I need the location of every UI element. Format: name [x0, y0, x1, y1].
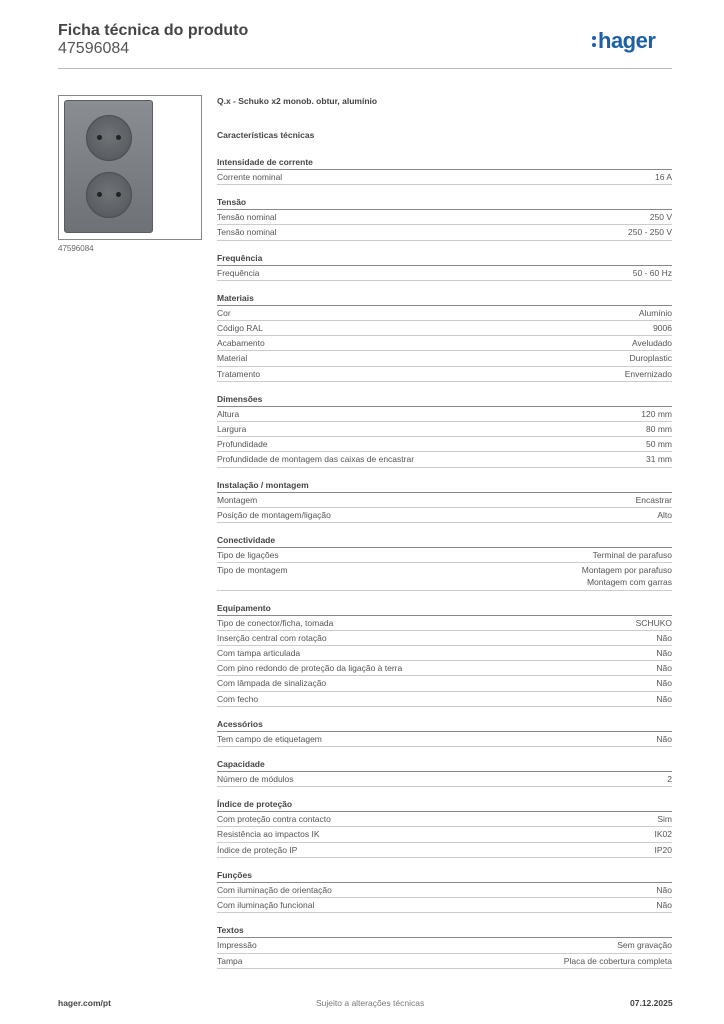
spec-row	[217, 170, 672, 185]
socket-upper	[86, 115, 132, 161]
spec-value-line: IK02	[654, 829, 672, 840]
spec-label: Número de módulos	[217, 774, 294, 785]
spec-row	[217, 437, 672, 452]
spec-value-line: Sem gravação	[617, 940, 672, 951]
spec-value-line: 120 mm	[641, 408, 672, 419]
spec-value-line: 2	[667, 774, 672, 785]
spec-label: Impressão	[217, 940, 257, 951]
spec-value	[655, 828, 673, 840]
section-title: Acessórios	[217, 717, 672, 732]
spec-value	[582, 564, 672, 588]
spec-value-line: Não	[656, 884, 672, 895]
section-title: Equipamento	[217, 601, 672, 616]
section-title: Dimensões	[217, 392, 672, 407]
section-title: Capacidade	[217, 757, 672, 772]
spec-row	[217, 631, 672, 646]
spec-value	[656, 662, 672, 674]
spec-section	[217, 478, 672, 523]
pin-icon	[97, 192, 102, 197]
logo-dots-icon	[592, 35, 597, 48]
spec-row	[217, 827, 672, 842]
spec-value-line: 9006	[653, 323, 672, 334]
spec-value-line: Não	[656, 632, 672, 643]
spec-row	[217, 692, 672, 707]
section-title: Frequência	[217, 251, 672, 266]
spec-value	[656, 677, 672, 689]
spec-value-line: Encastrar	[635, 494, 672, 505]
spec-label: Com iluminação funcional	[217, 900, 315, 911]
spec-label: Com fecho	[217, 693, 259, 704]
spec-row	[217, 883, 672, 898]
pin-icon	[97, 135, 102, 140]
spec-value-line: Não	[656, 648, 672, 659]
spec-section	[217, 923, 672, 968]
spec-label: Com tampa articulada	[217, 648, 301, 659]
spec-row	[217, 225, 672, 240]
product-image	[58, 95, 202, 240]
image-caption: 47596084	[58, 244, 94, 253]
spec-label: Cor	[217, 307, 231, 318]
spec-value	[628, 226, 672, 238]
spec-label: Tem campo de etiquetagem	[217, 733, 322, 744]
spec-section	[217, 251, 672, 281]
spec-label: Profundidade	[217, 439, 268, 450]
spec-label: Tampa	[217, 955, 243, 966]
spec-row	[217, 954, 672, 969]
spec-value-line: 250 V	[649, 212, 672, 223]
section-title: Índice de proteção	[217, 797, 672, 812]
section-title: Textos	[217, 923, 672, 938]
spec-value	[633, 267, 672, 279]
spec-value	[636, 494, 672, 506]
document-code: 47596084	[58, 40, 130, 57]
spec-value	[593, 549, 672, 561]
socket-lower	[86, 172, 132, 218]
spec-value	[656, 693, 672, 705]
spec-row	[217, 548, 672, 563]
spec-value-line: IP20	[654, 844, 672, 855]
spec-value-line: Não	[656, 693, 672, 704]
product-name: Q.x - Schuko x2 monob. obtur, alumínio	[217, 96, 378, 106]
spec-value-line: 16 A	[654, 172, 672, 182]
spec-value	[641, 408, 672, 420]
spec-value	[655, 844, 673, 856]
spec-label: Índice de proteção IP	[217, 844, 298, 855]
header-divider	[58, 68, 672, 69]
spec-value	[646, 453, 672, 465]
spec-row	[217, 938, 672, 953]
spec-label: Com proteção contra contacto	[217, 814, 331, 825]
spec-row	[217, 266, 672, 281]
spec-label: Tensão nominal	[217, 227, 277, 238]
spec-label: Tratamento	[217, 368, 261, 379]
spec-label: Resistência ao impactos IK	[217, 829, 320, 840]
spec-value	[617, 939, 672, 951]
spec-value-line: 50 - 60 Hz	[632, 267, 672, 278]
spec-row	[217, 646, 672, 661]
hager-logo	[592, 28, 655, 54]
spec-value	[629, 352, 672, 364]
spec-section	[217, 195, 672, 240]
spec-label: Corrente nominal	[217, 172, 283, 182]
spec-row	[217, 493, 672, 508]
spec-section	[217, 533, 672, 591]
spec-value	[636, 617, 672, 629]
spec-value	[656, 632, 672, 644]
spec-section	[217, 291, 672, 382]
spec-row	[217, 210, 672, 225]
section-title: Materiais	[217, 291, 672, 306]
spec-value	[653, 322, 672, 334]
spec-value	[656, 899, 672, 911]
spec-label: Código RAL	[217, 323, 263, 334]
spec-value-line: Sim	[657, 814, 672, 825]
spec-row	[217, 422, 672, 437]
spec-row	[217, 452, 672, 467]
spec-value	[650, 211, 672, 223]
footer-notice: Sujeito a alterações técnicas	[316, 998, 425, 1008]
spec-value	[655, 171, 672, 183]
section-title: Instalação / montagem	[217, 478, 672, 493]
spec-label: Com lâmpada de sinalização	[217, 678, 327, 689]
spec-value-line: Duroplastic	[629, 353, 672, 364]
spec-value	[656, 884, 672, 896]
spec-value	[656, 733, 672, 745]
section-title: Conectividade	[217, 533, 672, 548]
spec-value-line: Alto	[657, 509, 672, 520]
socket-plate-image	[64, 100, 153, 233]
spec-value-line: Placa de cobertura completa	[563, 955, 672, 966]
spec-row	[217, 812, 672, 827]
spec-row	[217, 336, 672, 351]
spec-label: Tipo de montagem	[217, 565, 288, 576]
spec-value-line: 50 mm	[646, 439, 672, 450]
footer-date: 07.12.2025	[630, 998, 673, 1008]
spec-row	[217, 843, 672, 858]
spec-value-line: 80 mm	[646, 424, 672, 435]
spec-section	[217, 601, 672, 707]
spec-row	[217, 772, 672, 787]
spec-row	[217, 407, 672, 422]
spec-value-line: Montagem com garras	[586, 577, 672, 588]
spec-value-line: Não	[656, 733, 672, 744]
spec-value	[657, 813, 672, 825]
spec-row	[217, 321, 672, 336]
spec-value	[625, 368, 672, 380]
pin-icon	[116, 192, 121, 197]
footer-website: hager.com/pt	[58, 998, 111, 1008]
spec-value-line: Terminal de parafuso	[592, 550, 672, 561]
spec-value-line: 250 - 250 V	[628, 227, 672, 238]
spec-label: Posição de montagem/ligação	[217, 509, 331, 520]
spec-label: Material	[217, 353, 248, 364]
spec-value	[656, 647, 672, 659]
spec-section	[217, 155, 672, 185]
spec-row	[217, 661, 672, 676]
spec-label: Frequência	[217, 267, 260, 278]
spec-row	[217, 508, 672, 523]
spec-row	[217, 351, 672, 366]
spec-row	[217, 306, 672, 321]
spec-value-line: SCHUKO	[635, 617, 672, 628]
spec-label: Tipo de ligações	[217, 550, 279, 561]
spec-label: Com iluminação de orientação	[217, 884, 332, 895]
spec-row	[217, 898, 672, 913]
section-title: Tensão	[217, 195, 672, 210]
section-title: Funções	[217, 868, 672, 883]
spec-value-line: Não	[656, 678, 672, 689]
spec-label: Largura	[217, 424, 247, 435]
spec-value	[657, 509, 672, 521]
section-title: Intensidade de corrente	[217, 155, 672, 170]
spec-section	[217, 757, 672, 787]
spec-label: Acabamento	[217, 338, 265, 349]
spec-value-line: 31 mm	[646, 454, 672, 465]
spec-row	[217, 367, 672, 382]
spec-value	[667, 773, 672, 785]
spec-row	[217, 676, 672, 691]
spec-section	[217, 868, 672, 913]
spec-value	[564, 955, 672, 967]
spec-section	[217, 392, 672, 468]
spec-label: Altura	[217, 408, 240, 419]
spec-value	[646, 438, 672, 450]
spec-sections	[217, 155, 672, 979]
spec-row	[217, 616, 672, 631]
pin-icon	[116, 135, 121, 140]
spec-label: Profundidade de montagem das caixas de encastrar	[217, 454, 415, 465]
specs-heading: Características técnicas	[217, 130, 315, 140]
spec-label: Inserção central com rotação	[217, 632, 327, 643]
spec-value	[632, 337, 672, 349]
spec-value-line: Montagem por parafuso	[581, 565, 672, 576]
spec-row	[217, 732, 672, 747]
spec-label: Tipo de conector/ficha, tomada	[217, 617, 334, 628]
spec-value	[646, 423, 672, 435]
spec-label: Tensão nominal	[217, 212, 277, 223]
spec-value-line: Aveludado	[631, 338, 672, 349]
spec-value-line: Alumínio	[638, 307, 672, 318]
spec-section	[217, 797, 672, 858]
spec-value-line: Não	[656, 900, 672, 911]
spec-label: Com pino redondo de proteção da ligação à terra	[217, 663, 403, 674]
document-title: Ficha técnica do produto	[58, 22, 249, 39]
spec-section	[217, 717, 672, 747]
spec-value	[639, 307, 672, 319]
spec-row	[217, 563, 672, 590]
logo-text: hager	[598, 28, 656, 53]
spec-value-line: Não	[656, 663, 672, 674]
spec-label: Montagem	[217, 494, 258, 505]
spec-value-line: Envernizado	[624, 368, 672, 379]
